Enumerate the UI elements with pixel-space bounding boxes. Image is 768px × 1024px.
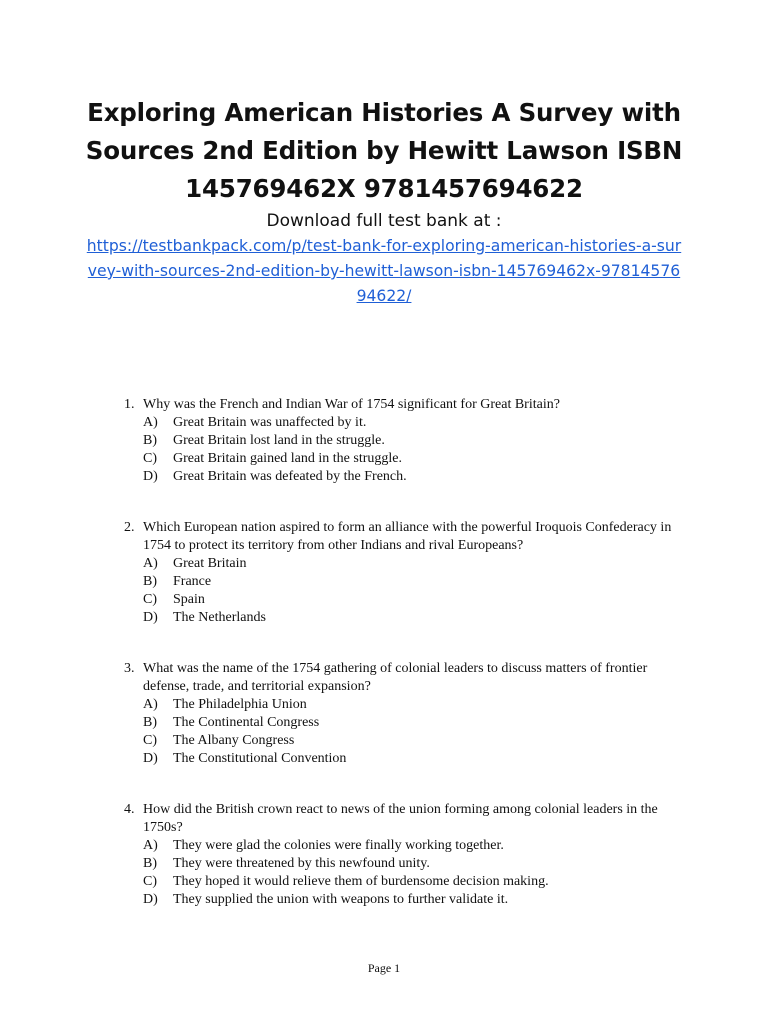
option-letter: B) <box>143 715 157 730</box>
option-letter: C) <box>143 451 157 466</box>
question-number: 1. <box>124 397 135 412</box>
question-list <box>124 396 684 942</box>
answer-option <box>124 432 684 450</box>
question-text: What was the name of the 1754 gathering of colonial leaders to discuss matters of frontier defense, trade, and territorial expansion? <box>143 661 648 694</box>
option-text: Great Britain <box>173 556 247 571</box>
answer-option <box>124 873 684 891</box>
answer-option <box>124 750 684 768</box>
option-text: The Albany Congress <box>173 733 295 748</box>
option-letter: B) <box>143 574 157 589</box>
question-text: How did the British crown react to news of the union forming among colonial leaders in the 1750s? <box>143 802 658 835</box>
option-text: Great Britain was defeated by the French. <box>173 469 407 484</box>
question-1 <box>124 396 684 486</box>
option-letter: A) <box>143 697 158 712</box>
option-letter: D) <box>143 469 158 484</box>
answer-option <box>124 450 684 468</box>
answer-option <box>124 891 684 909</box>
question-number: 4. <box>124 802 135 817</box>
document-title-line-1: Exploring American Histories A Survey with <box>87 98 681 127</box>
document-title-line-2: Sources 2nd Edition by Hewitt Lawson ISBN <box>85 136 683 165</box>
option-letter: D) <box>143 751 158 766</box>
answer-option <box>124 555 684 573</box>
option-text: They supplied the union with weapons to further validate it. <box>173 892 509 907</box>
download-label: Download full test bank at : <box>266 211 502 231</box>
document-header <box>40 94 728 309</box>
answer-option <box>124 696 684 714</box>
option-letter: A) <box>143 838 158 853</box>
option-text: They hoped it would relieve them of burdensome decision making. <box>173 874 549 889</box>
page-number: Page 1 <box>367 961 401 975</box>
answer-option <box>124 837 684 855</box>
answer-option <box>124 609 684 627</box>
option-letter: D) <box>143 892 158 907</box>
answer-option <box>124 591 684 609</box>
question-4 <box>124 801 684 909</box>
answer-option <box>124 414 684 432</box>
answer-option <box>124 855 684 873</box>
option-letter: B) <box>143 433 157 448</box>
test-bank-link[interactable]: https://testbankpack.com/p/test-bank-for-exploring-american-histories-a-survey-with-sources-2nd-edition-by-hewitt-lawson-isbn-145769462x-9781457694622/ <box>86 237 682 305</box>
option-letter: B) <box>143 856 157 871</box>
question-text: Why was the French and Indian War of 1754 significant for Great Britain? <box>143 397 560 412</box>
option-letter: A) <box>143 556 158 571</box>
option-letter: D) <box>143 610 158 625</box>
question-3 <box>124 660 684 768</box>
option-text: The Continental Congress <box>173 715 320 730</box>
answer-option <box>124 714 684 732</box>
option-text: Great Britain was unaffected by it. <box>173 415 367 430</box>
option-text: They were threatened by this newfound unity. <box>173 856 430 871</box>
option-text: Great Britain lost land in the struggle. <box>173 433 385 448</box>
option-text: France <box>173 574 212 589</box>
page-footer <box>0 961 768 976</box>
option-letter: C) <box>143 733 157 748</box>
option-letter: C) <box>143 874 157 889</box>
option-letter: C) <box>143 592 157 607</box>
option-text: Spain <box>173 592 205 607</box>
option-text: Great Britain gained land in the struggle. <box>173 451 402 466</box>
document-title-line-3: 145769462X 9781457694622 <box>185 174 583 203</box>
option-text: The Netherlands <box>173 610 266 625</box>
option-text: The Philadelphia Union <box>173 697 307 712</box>
question-2 <box>124 519 684 627</box>
option-letter: A) <box>143 415 158 430</box>
option-text: They were glad the colonies were finally working together. <box>173 838 504 853</box>
question-text: Which European nation aspired to form an alliance with the powerful Iroquois Confederacy in 1754 to protect its territory from other Indians and rival Europeans? <box>143 520 672 553</box>
option-text: The Constitutional Convention <box>173 751 347 766</box>
answer-option <box>124 468 684 486</box>
answer-option <box>124 573 684 591</box>
question-number: 3. <box>124 661 135 676</box>
answer-option <box>124 732 684 750</box>
question-number: 2. <box>124 520 135 535</box>
